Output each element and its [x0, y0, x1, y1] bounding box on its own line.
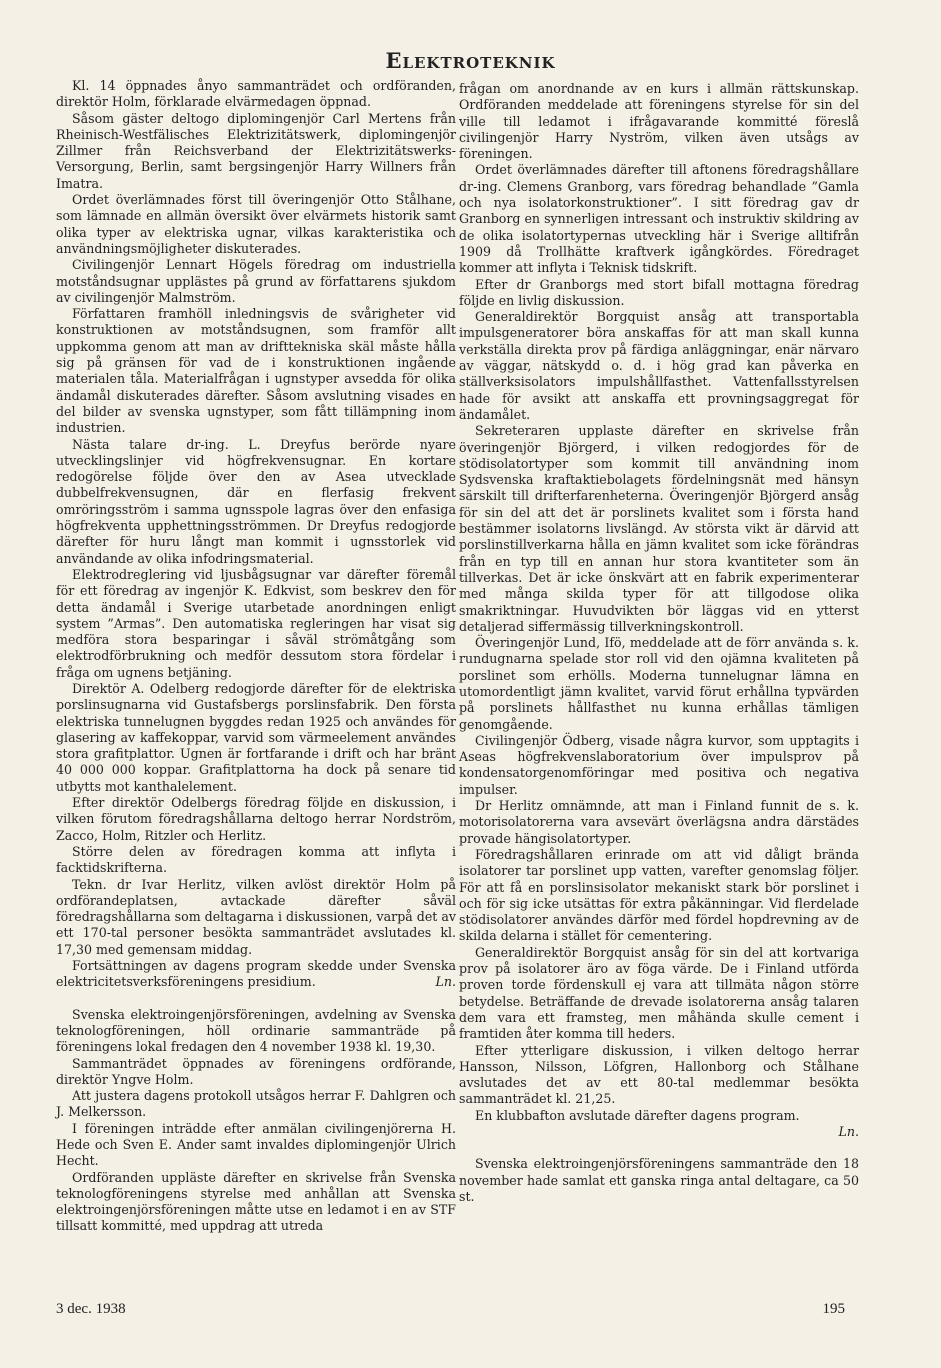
paragraph: Svenska elektroingenjörsföreningens sammanträde den 18 november hade samlat ett ganska ringa antal deltagare, ca 50 st.: [459, 1156, 859, 1204]
paragraph: Generaldirektör Borgquist ansåg för sin del att kortvariga prov på isolatorer äro av föga värde. De i Finland utförda proven torde fördenskull ej vara att tillmäta någon större betydelse. Beträffande de drevade isolatorerna ansåg talaren dem vara ett framsteg, men måhända skulle cement i framtiden åter komma till heders.: [459, 944, 859, 1042]
paragraph: Överingenjör Lund, Ifö, meddelade att de förr använda s. k. rundugnarna spelade stor roll vid den ojämna kvaliteten på porslinet som erhölls. Moderna tunnelugnar lämna en utomordentligt jämn kvalitet, varvid förut erhållna typvärden på porslinets hållfasthet nu kunna erhållas tämligen genomgående.: [459, 635, 859, 732]
paragraph: Författaren framhöll inledningsvis de svårigheter vid konstruktionen av motståndsugnen, som framför allt uppkomma genom att man av drifttekniska skäl måste hålla sig på gränsen för vad de i konstruktionen ingående materialen tåla. Materialfrågan i ugnstyper avsedda för olika ändamål diskuterades därefter. Såsom avslutning visades en del bilder av svenska ugnstyper, som fått tillämpning inom industrien.: [56, 306, 456, 436]
paragraph: frågan om anordnande av en kurs i allmän rättskunskap. Ordföranden meddelade att föreningens styrelse för sin del ville till ledamot i ifrågavarande kommitté föreslå civilingenjör Harry Nyström, vilken även utsågs av föreningen.: [459, 81, 859, 162]
paragraph: Föredragshållaren erinrade om att vid dåligt brända isolatorer tar porslinet upp vatten, varefter genomslag följer. För att få en porslinsisolator mekaniskt stark bör porslinet i och för sig icke utsättas för extra påkänningar. Vid flerdelade stödisolatorer användes därför med fördel hopdrevning av de skilda delarna i stället för cementering.: [459, 846, 859, 944]
left-column: [56, 78, 456, 1235]
paragraph: Ordet överlämnades först till överingenjör Otto Stålhane, som lämnade en allmän översikt över elvärmets historik samt olika typer av elektriska ugnar, vilkas karakteristika och användningsmöjligheter diskuterades.: [56, 192, 456, 256]
issue-date: 3 dec. 1938: [56, 1301, 126, 1317]
paragraph: Ln.: [838, 1124, 859, 1139]
paragraph: Svenska elektroingenjörsföreningen, avdelning av Svenska teknologföreningen, höll ordinarie sammanträde på föreningens lokal fredagen den 4 november 1938 kl. 19,30.: [56, 1006, 456, 1055]
paragraph: Ordföranden uppläste därefter en skrivelse från Svenska teknologföreningens styrelse med anhållan att Svenska elektroingenjörsföreningen måtte utse en ledamot i en av STF tillsatt kommitté, med uppdrag att utreda: [56, 1169, 456, 1234]
paragraph: Fortsättningen av dagens program skedde under Svenska elektricitetsverksföreningens presidium. Ln.: [56, 958, 456, 990]
paragraph: Efter direktör Odelbergs föredrag följde en diskussion, i vilken förutom föredragshållarna deltogo herrar Nordström, Zacco, Holm, Ritzler och Herlitz.: [56, 795, 456, 843]
paragraph: Tekn. dr Ivar Herlitz, vilken avlöst direktör Holm på ordförandeplatsen, avtackade därefter såväl föredragshållarna som deltagarna i diskussionen, varpå det av ett 170-tal personer besökta sammanträdet avslutades kl. 17,30 med gemensam middag.: [56, 876, 456, 957]
paragraph: Civilingenjör Ödberg, visade några kurvor, som upptagits i Aseas högfrekvenslaboratorium över impulsprov på kondensatorgenomföringar med positiva och negativa impulser.: [459, 732, 859, 797]
paragraph: Såsom gäster deltogo diplomingenjör Carl Mertens från Rheinisch-Westfälisches Elektrizitätswerk, diplomingenjör Zillmer från Reichsverband der Elektrizitätswerks-Versorgung, Berlin, samt bergsingenjör Harry Willners från Imatra.: [56, 110, 456, 191]
paragraph: Efter ytterligare diskussion, i vilken deltogo herrar Hansson, Nilsson, Löfgren, Hallonborg och Stålhane avslutades det av ett 80-tal medlemmar besökta sammanträdet kl. 21,25.: [459, 1042, 859, 1107]
paragraph: Större delen av föredragen komma att inflyta i facktidskrifterna.: [56, 843, 456, 876]
paragraph: I föreningen inträdde efter anmälan civilingenjörerna H. Hede och Sven E. Ander samt invaldes diplomingenjör Ulrich Hecht.: [56, 1120, 456, 1169]
paragraph: Att justera dagens protokoll utsågos herrar F. Dahlgren och J. Melkersson.: [56, 1088, 456, 1120]
signature: Ln.: [435, 974, 456, 990]
paragraph: Elektrodreglering vid ljusbågsugnar var därefter föremål för ett föredrag av ingenjör K. Edkvist, som beskrev den för detta ändamål i Sverige utarbetade anordningen enligt system ”Armas”. Den automatiska regleringen har visat sig medföra stora besparingar i såväl strömåtgång som elektrodförbrukning och medför dessutom stora fördelar i fråga om ugnens betjäning.: [56, 566, 456, 680]
page-number: 195: [822, 1301, 845, 1317]
right-column: [459, 81, 859, 1205]
section-header: Elektroteknik: [385, 48, 556, 73]
paragraph: Civilingenjör Lennart Högels föredrag om industriella motståndsugnar upplästes på grund av författarens sjukdom av civilingenjör Malmström.: [56, 257, 456, 305]
paragraph: Kl. 14 öppnades ånyo sammanträdet och ordföranden, direktör Holm, förklarade elvärmedagen öppnad.: [56, 78, 456, 110]
paragraph: Sekreteraren upplaste därefter en skrivelse från överingenjör Björgerd, i vilken redogjordes för de stödisolatortyper som kommit till användning inom Sydsvenska kraftaktiebolagets fördelningsnät med hänsyn särskilt till drifterfarenheterna. Överingenjör Björgerd ansåg för sin del att det är porslinets kvalitet som i första hand bestämmer isolatorns livslängd. Av största vikt är därvid att porslinstillverkarna hålla en jämn kvalitet som icke förändras från en typ till en annan hur stora kvantiteter som än tillverkas. Det är icke önskvärt att en fabrik experimenterar med många skilda typer för att tillgodose olika smakriktningar. Huvudvikten bör läggas vid en ytterst detaljerad siffermässig tillverkningskontroll.: [459, 423, 859, 634]
paragraph: Ordet överlämnades därefter till aftonens föredragshållare dr-ing. Clemens Granborg, vars föredrag behandlade ”Gamla och nya isolatorkonstruktioner”. I sitt föredrag gav dr Granborg en synnerligen intressant och instruktiv skildring av de olika isolatortypernas utveckling här i Sverige alltifrån 1909 då Trollhätte kraftverk igångkördes. Föredraget kommer att inflyta i Teknisk tidskrift.: [459, 162, 859, 276]
paragraph: Direktör A. Odelberg redogjorde därefter för de elektriska porslinsugnarna vid Gustafsbergs porslinsfabrik. Den första elektriska tunnelugnen byggdes redan 1925 och användes för glasering av kaffekoppar, varvid som värmeelement användes stora grafitplattor. Ugnen är fortfarande i drift och har bränt 40 000 000 koppar. Grafitplattorna ha dock på senare tid utbytts mot kanthalelement.: [56, 680, 456, 794]
paragraph: Sammanträdet öppnades av föreningens ordförande, direktör Yngve Holm.: [56, 1055, 456, 1087]
paragraph: Generaldirektör Borgquist ansåg att transportabla impulsgeneratorer böra anskaffas för att man skall kunna verkställa direkta prov på färdiga anläggningar, enär närvaro av väggar, nätskydd o. d. i hög grad kan påverka en ställverksisolators impulshållfasthet. Vattenfallsstyrelsen hade för avsikt att anskaffa ett provningsaggregat för ändamålet.: [459, 309, 859, 422]
paragraph: Efter dr Granborgs med stort bifall mottagna föredrag följde en livlig diskussion.: [459, 276, 859, 308]
paragraph: En klubbafton avslutade därefter dagens program.: [475, 1107, 800, 1123]
paragraph: Dr Herlitz omnämnde, att man i Finland funnit de s. k. motorisolatorerna vara avsevärt överlägsna andra därstädes provade hängisolatortyper.: [459, 798, 859, 846]
paragraph: Nästa talare dr-ing. L. Dreyfus berörde nyare utvecklingslinjer vid högfrekvensugnar. En kortare redogörelse följde över den av Asea utvecklade dubbelfrekvensugnen, där en flerfasig frekvent omröringsström i samma ugnsspole lagras över den enfasiga högfrekventa upphettningsströmmen. Dr Dreyfus redogjorde därefter för huru långt man kommit i ugnsstorlek vid användande av olika infodringsmaterial.: [56, 436, 456, 566]
